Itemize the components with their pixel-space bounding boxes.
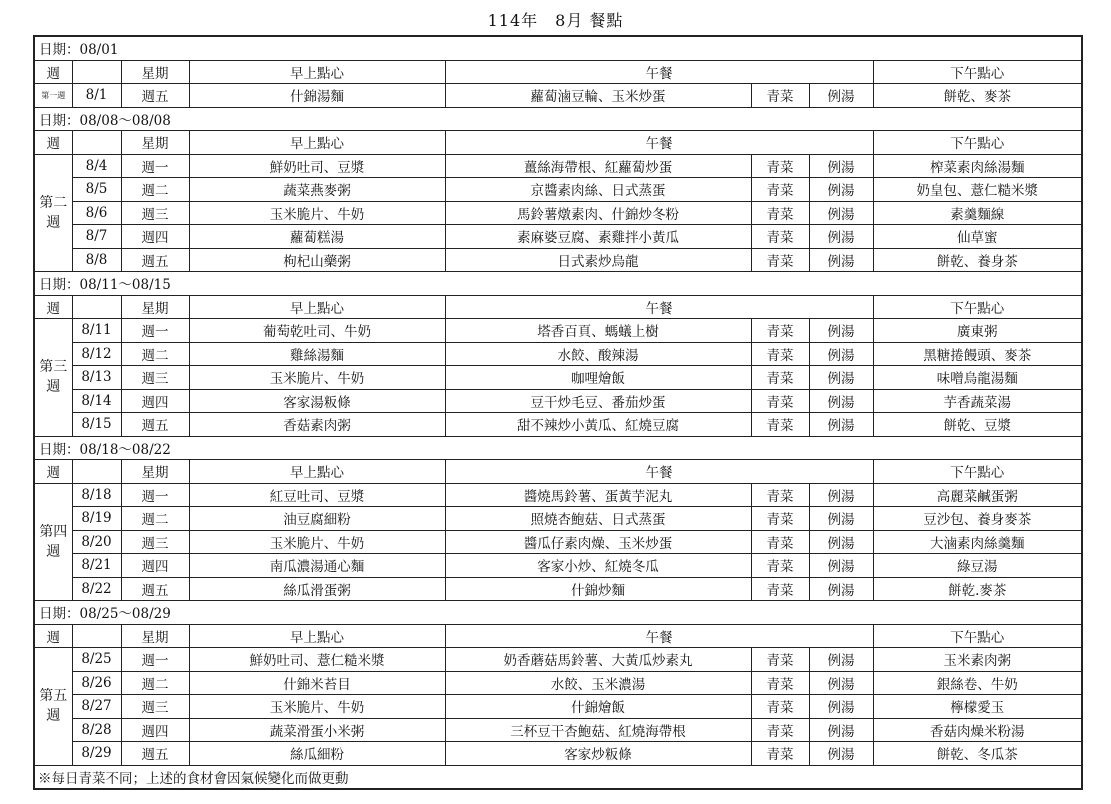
lunch-main: 醬燒馬鈴薯、蛋黃芋泥丸 [445, 483, 751, 507]
lunch-soup: 例湯 [809, 342, 873, 366]
header-weekday: 星期 [121, 60, 189, 84]
day-date: 8/28 [72, 718, 121, 742]
lunch-soup: 例湯 [809, 248, 873, 272]
header-date [72, 624, 121, 648]
lunch-main: 水餃、酸辣湯 [445, 342, 751, 366]
morning-snack: 玉米脆片、牛奶 [189, 201, 445, 225]
lunch-soup: 例湯 [809, 530, 873, 554]
lunch-vegetable: 青菜 [751, 342, 809, 366]
day-weekday: 週二 [121, 671, 189, 695]
table-row [34, 530, 1082, 554]
morning-snack: 雞絲湯麵 [189, 342, 445, 366]
table-row [34, 248, 1082, 272]
lunch-main: 甜不辣炒小黃瓜、紅燒豆腐 [445, 413, 751, 437]
date-range-row [34, 272, 1082, 296]
morning-snack: 香菇素肉粥 [189, 413, 445, 437]
header-date [72, 460, 121, 484]
lunch-soup: 例湯 [809, 695, 873, 719]
afternoon-snack: 玉米素肉粥 [873, 648, 1082, 672]
lunch-soup: 例湯 [809, 718, 873, 742]
lunch-main: 醬瓜仔素肉燥、玉米炒蛋 [445, 530, 751, 554]
afternoon-snack: 餅乾、養身茶 [873, 248, 1082, 272]
table-row [34, 695, 1082, 719]
lunch-vegetable: 青菜 [751, 413, 809, 437]
day-date: 8/25 [72, 648, 121, 672]
date-range: 日期：08/11～08/15 [34, 272, 1082, 296]
lunch-vegetable: 青菜 [751, 483, 809, 507]
lunch-vegetable: 青菜 [751, 554, 809, 578]
lunch-vegetable: 青菜 [751, 742, 809, 766]
morning-snack: 油豆腐細粉 [189, 507, 445, 531]
day-date: 8/11 [72, 319, 121, 343]
table-row [34, 413, 1082, 437]
note-row [34, 765, 1082, 789]
morning-snack: 枸杞山藥粥 [189, 248, 445, 272]
lunch-soup: 例湯 [809, 507, 873, 531]
lunch-vegetable: 青菜 [751, 201, 809, 225]
day-weekday: 週三 [121, 695, 189, 719]
header-row [34, 60, 1082, 84]
lunch-soup: 例湯 [809, 366, 873, 390]
day-weekday: 週二 [121, 178, 189, 202]
lunch-soup: 例湯 [809, 483, 873, 507]
day-weekday: 週五 [121, 248, 189, 272]
header-lunch: 午餐 [445, 60, 873, 84]
lunch-vegetable: 青菜 [751, 530, 809, 554]
day-date: 8/1 [72, 84, 121, 108]
date-range: 日期：08/18～08/22 [34, 436, 1082, 460]
afternoon-snack: 餅乾、麥茶 [873, 84, 1082, 108]
day-date: 8/12 [72, 342, 121, 366]
afternoon-snack: 芋香蔬菜湯 [873, 389, 1082, 413]
afternoon-snack: 餅乾、冬瓜茶 [873, 742, 1082, 766]
morning-snack: 紅豆吐司、豆漿 [189, 483, 445, 507]
header-date [72, 131, 121, 155]
header-afternoon-snack: 下午點心 [873, 624, 1082, 648]
lunch-main: 水餃、玉米濃湯 [445, 671, 751, 695]
table-row [34, 718, 1082, 742]
lunch-vegetable: 青菜 [751, 507, 809, 531]
lunch-soup: 例湯 [809, 178, 873, 202]
menu-table [33, 35, 1083, 790]
lunch-main: 什錦炒麵 [445, 577, 751, 601]
day-date: 8/13 [72, 366, 121, 390]
morning-snack: 鮮奶吐司、薏仁糙米漿 [189, 648, 445, 672]
header-lunch: 午餐 [445, 131, 873, 155]
header-weekday: 星期 [121, 295, 189, 319]
table-row [34, 178, 1082, 202]
lunch-main: 京醬素肉絲、日式蒸蛋 [445, 178, 751, 202]
afternoon-snack: 仙草蜜 [873, 225, 1082, 249]
afternoon-snack: 餅乾、豆漿 [873, 413, 1082, 437]
table-row [34, 84, 1082, 108]
header-row [34, 624, 1082, 648]
lunch-vegetable: 青菜 [751, 577, 809, 601]
day-weekday: 週二 [121, 507, 189, 531]
day-date: 8/15 [72, 413, 121, 437]
table-row [34, 342, 1082, 366]
day-date: 8/29 [72, 742, 121, 766]
table-row [34, 577, 1082, 601]
morning-snack: 葡萄乾吐司、牛奶 [189, 319, 445, 343]
date-range-row [34, 601, 1082, 625]
lunch-soup: 例湯 [809, 554, 873, 578]
day-date: 8/14 [72, 389, 121, 413]
lunch-soup: 例湯 [809, 413, 873, 437]
day-date: 8/27 [72, 695, 121, 719]
afternoon-snack: 榨菜素肉絲湯麵 [873, 154, 1082, 178]
morning-snack: 蔬菜滑蛋小米粥 [189, 718, 445, 742]
lunch-vegetable: 青菜 [751, 695, 809, 719]
lunch-soup: 例湯 [809, 154, 873, 178]
table-row [34, 225, 1082, 249]
week-label: 第四 週 [34, 483, 72, 601]
header-week: 週 [34, 295, 72, 319]
day-weekday: 週五 [121, 84, 189, 108]
header-weekday: 星期 [121, 460, 189, 484]
day-date: 8/19 [72, 507, 121, 531]
day-weekday: 週一 [121, 319, 189, 343]
day-weekday: 週四 [121, 718, 189, 742]
lunch-vegetable: 青菜 [751, 648, 809, 672]
day-weekday: 週一 [121, 648, 189, 672]
table-row [34, 742, 1082, 766]
afternoon-snack: 奶皇包、薏仁糙米漿 [873, 178, 1082, 202]
lunch-soup: 例湯 [809, 648, 873, 672]
day-weekday: 週五 [121, 577, 189, 601]
lunch-main: 咖哩燴飯 [445, 366, 751, 390]
header-date [72, 295, 121, 319]
morning-snack: 什錦湯麵 [189, 84, 445, 108]
day-date: 8/21 [72, 554, 121, 578]
afternoon-snack: 高麗菜鹹蛋粥 [873, 483, 1082, 507]
afternoon-snack: 素羹麵線 [873, 201, 1082, 225]
day-date: 8/18 [72, 483, 121, 507]
date-range-row [34, 36, 1082, 60]
lunch-main: 客家炒粄條 [445, 742, 751, 766]
lunch-main: 三杯豆干杏鮑菇、紅燒海帶根 [445, 718, 751, 742]
day-weekday: 週四 [121, 389, 189, 413]
morning-snack: 什錦米苔目 [189, 671, 445, 695]
lunch-soup: 例湯 [809, 201, 873, 225]
day-date: 8/20 [72, 530, 121, 554]
day-weekday: 週二 [121, 342, 189, 366]
afternoon-snack: 黑糖捲饅頭、麥茶 [873, 342, 1082, 366]
lunch-soup: 例湯 [809, 225, 873, 249]
header-week: 週 [34, 60, 72, 84]
table-row [34, 201, 1082, 225]
week-label: 第二 週 [34, 154, 72, 272]
afternoon-snack: 味噌烏龍湯麵 [873, 366, 1082, 390]
lunch-vegetable: 青菜 [751, 225, 809, 249]
header-week: 週 [34, 131, 72, 155]
lunch-soup: 例湯 [809, 389, 873, 413]
lunch-main: 豆干炒毛豆、番茄炒蛋 [445, 389, 751, 413]
lunch-main: 塔香百頁、螞蟻上樹 [445, 319, 751, 343]
header-week: 週 [34, 460, 72, 484]
morning-snack: 鮮奶吐司、豆漿 [189, 154, 445, 178]
lunch-main: 奶香蘑菇馬鈴薯、大黃瓜炒素丸 [445, 648, 751, 672]
morning-snack: 玉米脆片、牛奶 [189, 530, 445, 554]
table-row [34, 366, 1082, 390]
header-afternoon-snack: 下午點心 [873, 295, 1082, 319]
header-afternoon-snack: 下午點心 [873, 60, 1082, 84]
date-range: 日期：08/25～08/29 [34, 601, 1082, 625]
header-week: 週 [34, 624, 72, 648]
table-row [34, 554, 1082, 578]
table-row [34, 507, 1082, 531]
day-date: 8/26 [72, 671, 121, 695]
lunch-vegetable: 青菜 [751, 154, 809, 178]
lunch-main: 日式素炒烏龍 [445, 248, 751, 272]
header-morning-snack: 早上點心 [189, 295, 445, 319]
table-row [34, 648, 1082, 672]
header-row [34, 460, 1082, 484]
date-range: 日期：08/08～08/08 [34, 107, 1082, 131]
day-date: 8/6 [72, 201, 121, 225]
table-row [34, 671, 1082, 695]
day-weekday: 週三 [121, 366, 189, 390]
lunch-soup: 例湯 [809, 577, 873, 601]
day-weekday: 週三 [121, 201, 189, 225]
morning-snack: 絲瓜滑蛋粥 [189, 577, 445, 601]
morning-snack: 玉米脆片、牛奶 [189, 366, 445, 390]
day-date: 8/5 [72, 178, 121, 202]
afternoon-snack: 廣東粥 [873, 319, 1082, 343]
header-morning-snack: 早上點心 [189, 60, 445, 84]
afternoon-snack: 餅乾.麥茶 [873, 577, 1082, 601]
morning-snack: 蔬菜燕麥粥 [189, 178, 445, 202]
afternoon-snack: 綠豆湯 [873, 554, 1082, 578]
menu-body [34, 36, 1082, 789]
day-weekday: 週三 [121, 530, 189, 554]
table-row [34, 483, 1082, 507]
week-label: 第五 週 [34, 648, 72, 766]
table-row [34, 389, 1082, 413]
week-label: 第一週 [34, 84, 72, 108]
day-date: 8/4 [72, 154, 121, 178]
afternoon-snack: 檸檬愛玉 [873, 695, 1082, 719]
lunch-vegetable: 青菜 [751, 718, 809, 742]
header-morning-snack: 早上點心 [189, 624, 445, 648]
header-morning-snack: 早上點心 [189, 131, 445, 155]
lunch-vegetable: 青菜 [751, 671, 809, 695]
day-date: 8/7 [72, 225, 121, 249]
morning-snack: 玉米脆片、牛奶 [189, 695, 445, 719]
afternoon-snack: 大滷素肉絲羹麵 [873, 530, 1082, 554]
lunch-main: 薑絲海帶根、紅蘿蔔炒蛋 [445, 154, 751, 178]
lunch-main: 照燒杏鮑菇、日式蒸蛋 [445, 507, 751, 531]
morning-snack: 蘿蔔糕湯 [189, 225, 445, 249]
lunch-main: 蘿蔔滷豆輪、玉米炒蛋 [445, 84, 751, 108]
lunch-soup: 例湯 [809, 84, 873, 108]
header-morning-snack: 早上點心 [189, 460, 445, 484]
lunch-main: 什錦燴飯 [445, 695, 751, 719]
header-afternoon-snack: 下午點心 [873, 460, 1082, 484]
day-weekday: 週四 [121, 554, 189, 578]
lunch-vegetable: 青菜 [751, 178, 809, 202]
lunch-main: 馬鈴薯燉素肉、什錦炒冬粉 [445, 201, 751, 225]
header-lunch: 午餐 [445, 460, 873, 484]
day-date: 8/22 [72, 577, 121, 601]
date-range-row [34, 107, 1082, 131]
afternoon-snack: 銀絲卷、牛奶 [873, 671, 1082, 695]
date-range-row [34, 436, 1082, 460]
lunch-main: 客家小炒、紅燒冬瓜 [445, 554, 751, 578]
lunch-vegetable: 青菜 [751, 366, 809, 390]
day-weekday: 週五 [121, 413, 189, 437]
lunch-soup: 例湯 [809, 319, 873, 343]
day-weekday: 週五 [121, 742, 189, 766]
day-weekday: 週一 [121, 154, 189, 178]
day-date: 8/8 [72, 248, 121, 272]
header-row [34, 295, 1082, 319]
lunch-vegetable: 青菜 [751, 389, 809, 413]
lunch-vegetable: 青菜 [751, 84, 809, 108]
footnote: ※每日青菜不同；上述的食材會因氣候變化而做更動 [34, 765, 1082, 789]
header-weekday: 星期 [121, 131, 189, 155]
header-date [72, 60, 121, 84]
table-row [34, 319, 1082, 343]
header-afternoon-snack: 下午點心 [873, 131, 1082, 155]
lunch-main: 素麻婆豆腐、素雞拌小黃瓜 [445, 225, 751, 249]
header-lunch: 午餐 [445, 295, 873, 319]
afternoon-snack: 豆沙包、養身麥茶 [873, 507, 1082, 531]
afternoon-snack: 香菇肉燥米粉湯 [873, 718, 1082, 742]
header-weekday: 星期 [121, 624, 189, 648]
morning-snack: 南瓜濃湯通心麵 [189, 554, 445, 578]
week-label: 第三 週 [34, 319, 72, 437]
lunch-soup: 例湯 [809, 671, 873, 695]
page-title: 114年 8月 餐點 [487, 11, 624, 30]
header-lunch: 午餐 [445, 624, 873, 648]
lunch-vegetable: 青菜 [751, 319, 809, 343]
day-weekday: 週一 [121, 483, 189, 507]
lunch-soup: 例湯 [809, 742, 873, 766]
header-row [34, 131, 1082, 155]
morning-snack: 絲瓜細粉 [189, 742, 445, 766]
morning-snack: 客家湯粄條 [189, 389, 445, 413]
date-range: 日期：08/01 [34, 36, 1082, 60]
lunch-vegetable: 青菜 [751, 248, 809, 272]
table-row [34, 154, 1082, 178]
day-weekday: 週四 [121, 225, 189, 249]
